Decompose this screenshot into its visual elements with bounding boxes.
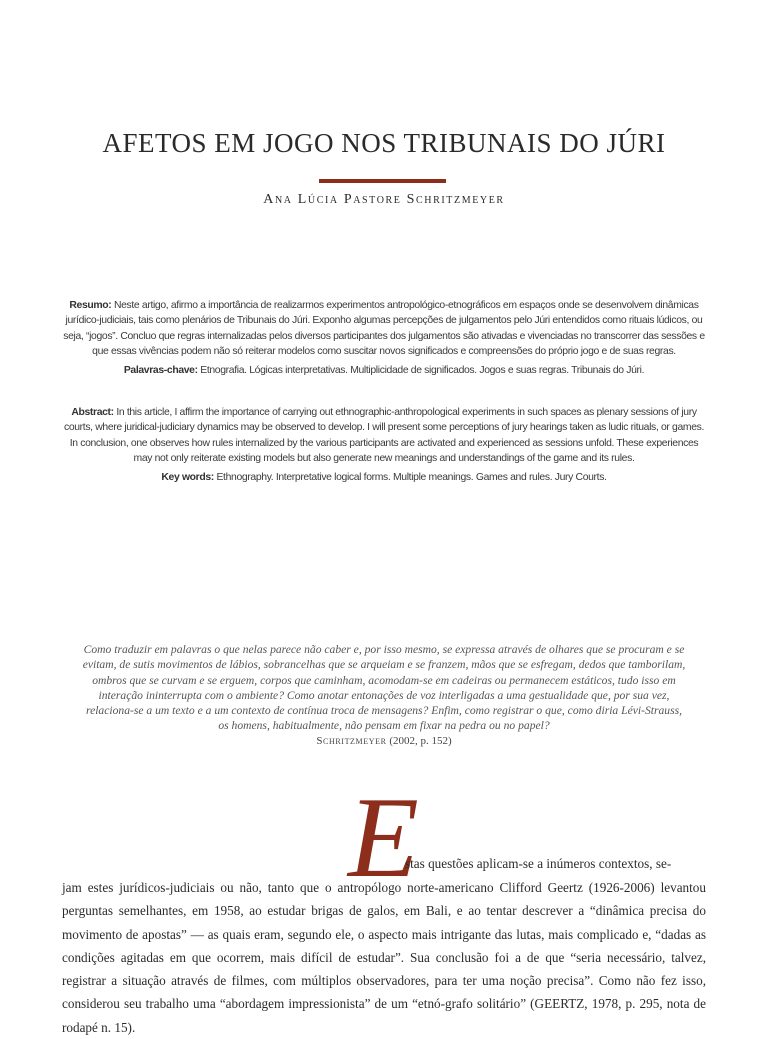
epigraph-cite-ref: (2002, p. 152) [389, 734, 452, 747]
abstract-section [62, 405, 706, 485]
key-words-line [62, 470, 706, 485]
key-words-text: Ethnography. Interpretative logical forms. Multiple meanings. Games and rules. Jury Courts. [216, 471, 607, 483]
body-paragraph: jam estes jurídicos-judiciais ou não, tanto que o antropólogo norte-americano Clifford Geertz (1926-2006) levantou perguntas semelhantes, em 1958, ao estudar brigas de galos, em Bali, e ao tentar descrever a “dinâmica precisa do movimento de apostas” — as quais eram, segundo ele, o aspecto mais intrigante das lutas, mais complicado e, “dadas as condições agitadas em que ocorrem, mais difícil de estudar”. Sua conclusão foi a de que “seria necessário, talvez, registrar a situação através de filmes, com múltiplos observadores, para ter uma noção precisa”. Como não fez isso, considerou seu trabalho uma “abordagem impressionista” de um “etnó-grafo solitário” (GEERTZ, 1978, p. 295, nota de rodapé n. 15). [62, 880, 706, 1035]
abstract-paragraph [62, 405, 706, 467]
palavras-chave-label: Palavras-chave: [123, 364, 198, 376]
resumo-text: Neste artigo, afirmo a importância de realizarmos experimentos antropológico-etnográficos em espaços onde se desenvolvem dinâmicas jurídico-judiciais, tais como plenários de Tribunais do Júri. Exponho algumas percepções de julgamentos pelo Júri entendidos como rituais lúdicos, ou seja, “jogos”. Concluo que regras internalizadas pelos diversos participantes dos julgamentos são ativadas e vivenciadas no transcorrer das sessões e que essas vivências podem não só reiterar modelos como suscitar novos significados e compreensões do próprio jogo e de suas regras. [63, 300, 705, 358]
epigraph-cite-author: Schritzmeyer [316, 734, 387, 747]
body-first-line: stas questões aplicam-se a inúmeros contextos, se- [405, 856, 672, 871]
article-title: AFETOS EM JOGO NOS TRIBUNAIS DO JÚRI [102, 128, 666, 158]
key-words-label: Key words: [161, 471, 214, 483]
article-author: Ana Lúcia Pastore Schritzmeyer [263, 192, 505, 207]
resumo-section [62, 298, 706, 378]
epigraph-citation [80, 734, 688, 749]
palavras-chave-line [62, 363, 706, 378]
abstract-text: In this article, I affirm the importance of carrying out ethnographic-anthropological experiments in such spaces as plenary sessions of jury courts, where juridical-judiciary dynamics may be observed to develop. I will present some perceptions of jury hearings taken as ludic rituals, or games. In conclusion, one observes how rules internalized by the various participants are activated and experienced as sessions unfold. These experiences may not only reiterate existing models but also generate new meanings and understandings of the game and its rules. [63, 407, 705, 465]
palavras-chave-text: Etnografia. Lógicas interpretativas. Multiplicidade de significados. Jogos e suas regras. Tribunais do Júri. [200, 364, 645, 376]
abstract-label: Abstract: [71, 407, 114, 418]
epigraph [80, 642, 688, 749]
resumo-paragraph [62, 298, 706, 360]
resumo-label: Resumo: [69, 300, 112, 311]
epigraph-quote: Como traduzir em palavras o que nelas parece não caber e, por isso mesmo, se expressa através de olhares que se procuram e se evitam, de sutis movimentos de lábios, sobrancelhas que se arqueiam e se franzem, mãos que se esfregam, dedos que tamborilam, ombros que se curvam e se erguem, corpos que caminham, acomodam-se em cadeiras ou permanecem estáticos, tudo isso em interação ininterrupta com o ambiente? Como anotar entonações de voz interligadas a uma gestualidade que, por sua vez, relaciona-se a um texto e a um contexto de contínua troca de mensagens? Enfim, como registrar o que, como diria Lévi-Strauss, os homens, habitualmente, não pensam em fixar na pedra ou no papel? [82, 643, 686, 733]
drop-cap: E [348, 774, 419, 902]
title-rule [319, 179, 446, 183]
